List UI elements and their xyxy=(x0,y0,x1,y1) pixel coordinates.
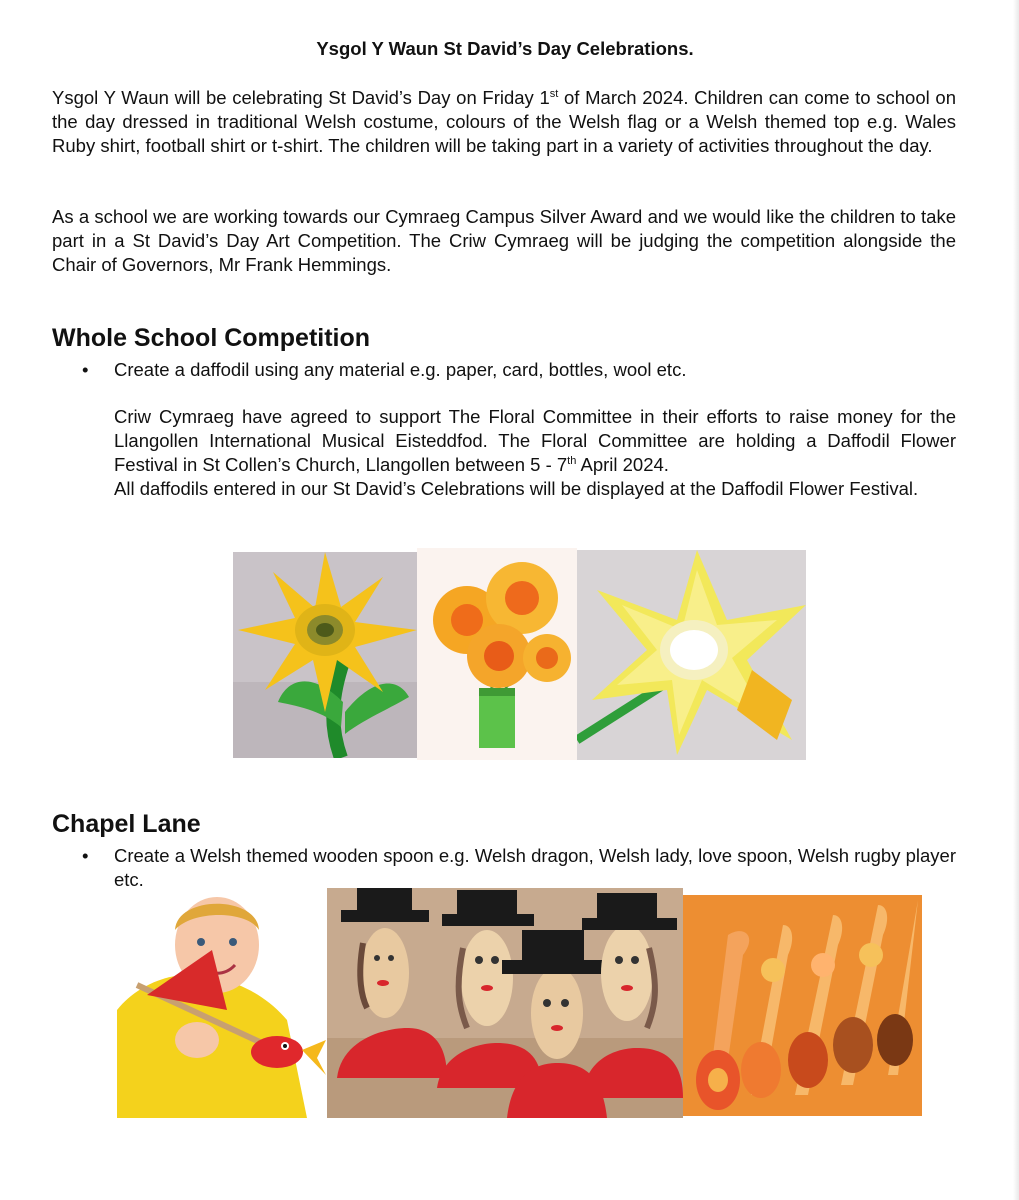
whole-school-heading: Whole School Competition xyxy=(52,324,371,352)
welsh-lady-spoons-photo xyxy=(327,888,683,1118)
cupcake-daffodil-photo xyxy=(417,548,577,760)
page-edge-shadow xyxy=(1013,0,1019,1200)
chapel-lane-bullet-text: Create a Welsh themed wooden spoon e.g. Welsh dragon, Welsh lady, love spoon, Welsh rugby player etc. xyxy=(114,845,956,890)
award-paragraph: As a school we are working towards our Cymraeg Campus Silver Award and we would like the children to take part in a St David’s Day Art Competition. The Criw Cymraeg will be judging the competition alongside the Chair of Governors, Mr Frank Hemmings. xyxy=(52,206,956,275)
document-title: Ysgol Y Waun St David’s Day Celebrations. xyxy=(316,38,694,59)
bullet-icon: • xyxy=(82,845,89,866)
whole-school-bullet-text: Create a daffodil using any material e.g. paper, card, bottles, wool etc. xyxy=(114,359,687,380)
felt-daffodil-photo xyxy=(233,552,417,758)
paper-daffodil-photo xyxy=(577,550,806,760)
dragon-spoon-photo xyxy=(117,890,326,1118)
intro-paragraph: Ysgol Y Waun will be celebrating St David’s Day on Friday 1st of March 2024. Children can come to school on the day dressed in traditional Welsh costume, colours of the Welsh flag or a Welsh themed top e.g. Wales Ruby shirt, football shirt or t-shirt. The children will be taking part in a variety of activities throughout the day. xyxy=(52,87,957,156)
chapel-lane-heading: Chapel Lane xyxy=(52,810,201,838)
bullet-icon: • xyxy=(82,359,89,380)
display-note-paragraph: All daffodils entered in our St David’s Celebrations will be displayed at the Daffodil Flower Festival. xyxy=(114,478,919,499)
floral-committee-paragraph: Criw Cymraeg have agreed to support The Floral Committee in their efforts to raise money for the Llangollen International Musical Eisteddfod. The Floral Committee are holding a Daffodil Flower Festival in St Collen’s Church, Llangollen between 5 - 7th April 2024. xyxy=(114,406,956,475)
love-spoons-photo xyxy=(683,895,922,1116)
